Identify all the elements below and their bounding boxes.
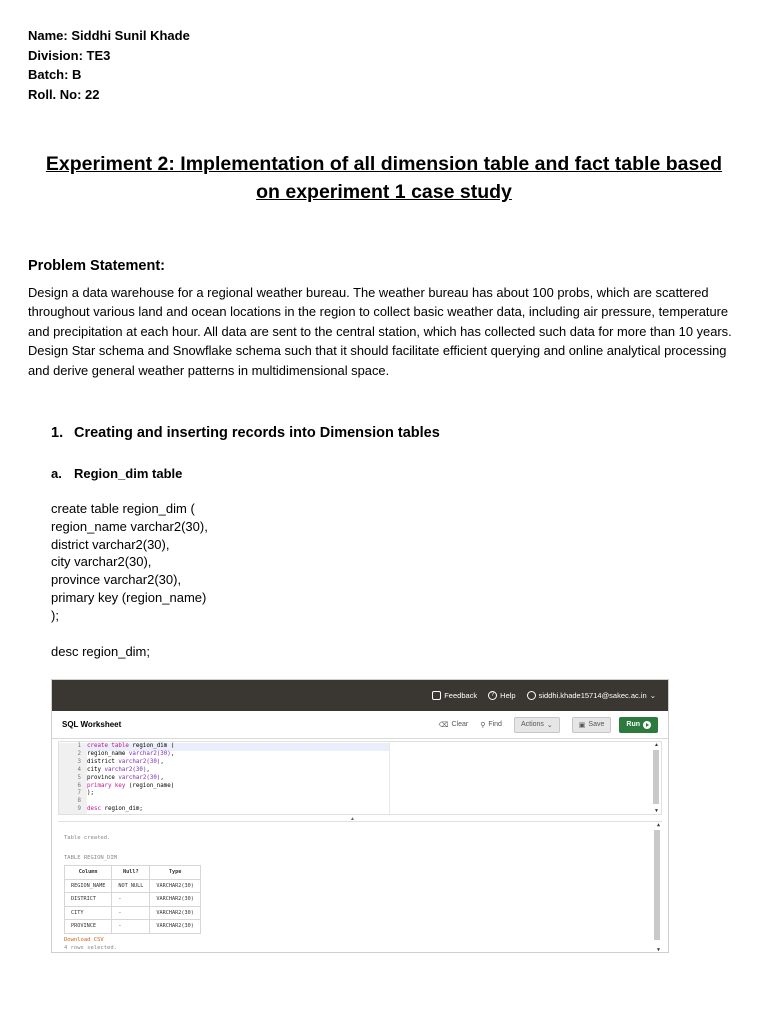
table-cell: - <box>112 893 150 907</box>
code-text: , <box>146 766 150 773</box>
table-row <box>65 893 201 907</box>
code-text: city <box>87 766 105 773</box>
code-text: , <box>170 750 175 757</box>
play-icon <box>643 721 651 729</box>
find-button[interactable] <box>480 721 502 729</box>
keyword: desc <box>87 806 101 813</box>
keyword: create table <box>87 743 129 749</box>
section-1-number: 1. <box>51 425 64 441</box>
scroll-down-icon[interactable]: ▼ <box>654 808 659 814</box>
student-division: Division: TE3 <box>28 47 111 63</box>
scroll-down-icon[interactable]: ▼ <box>656 947 660 953</box>
result-table-label: TABLE REGION_DIM <box>64 855 117 861</box>
code-line: primary key (region_name) <box>51 589 207 605</box>
experiment-title <box>20 150 748 206</box>
code-text: district <box>87 758 119 765</box>
editor-line <box>59 759 389 767</box>
actions-button[interactable] <box>514 717 560 733</box>
run-button[interactable] <box>619 717 658 733</box>
column-header: Type <box>150 866 200 880</box>
table-cell: CITY <box>65 906 112 920</box>
user-email: siddhi.khade15714@sakec.ac.in <box>538 691 647 700</box>
worksheet-title: SQL Worksheet <box>62 720 122 729</box>
results-panel <box>58 821 662 953</box>
editor-lines <box>59 743 389 814</box>
download-csv-link[interactable]: Download CSV <box>64 937 104 943</box>
find-label: Find <box>488 721 502 728</box>
line-number: 1 <box>59 743 87 751</box>
run-label: Run <box>626 721 640 728</box>
line-number: 7 <box>59 790 87 798</box>
help-label: Help <box>500 691 516 700</box>
sql-code-block <box>51 500 208 625</box>
problem-heading: Problem Statement: <box>28 258 165 274</box>
save-button[interactable] <box>572 717 612 733</box>
editor-line <box>59 783 389 791</box>
line-number: 4 <box>59 767 87 775</box>
type-text: varchar2(30) <box>118 774 161 781</box>
column-header: Null? <box>112 866 150 880</box>
line-number: 3 <box>59 759 87 767</box>
worksheet-header <box>52 711 668 739</box>
type-text: varchar2(30) <box>104 766 147 773</box>
subsection-a-label: Region_dim table <box>74 466 183 481</box>
table-row <box>65 920 201 934</box>
results-scrollbar[interactable] <box>654 830 660 940</box>
section-1-label: Creating and inserting records into Dimension tables <box>74 425 440 441</box>
result-message: Table created. <box>64 835 111 841</box>
table-cell: VARCHAR2(30) <box>150 906 200 920</box>
code-line: district varchar2(30), <box>51 536 170 552</box>
worksheet-topbar <box>52 680 668 711</box>
code-text: , <box>160 774 164 781</box>
section-1-heading <box>51 425 440 441</box>
code-text: region_name <box>87 750 129 757</box>
code-text: ); <box>87 790 94 797</box>
title-line-2: on experiment 1 case study <box>256 181 512 203</box>
line-number: 9 <box>59 806 87 814</box>
keyword: primary key <box>87 782 126 789</box>
code-text: province <box>87 774 119 781</box>
user-icon <box>527 691 536 700</box>
code-line: province varchar2(30), <box>51 572 182 588</box>
table-cell: REGION_NAME <box>65 879 112 893</box>
title-line-1: Experiment 2: Implementation of all dimension table and fact table based <box>45 153 723 175</box>
problem-text: Design a data warehouse for a regional weather bureau. The weather bureau has about 100 probs, which are scattered throughout various land and ocean locations in the region to collect basic weather data, including air pressure, temperature and precipitation at each hour. All data are sent to the central station, which has collected such data for more than 10 years. Design Star schema and Snowflake schema such that it should facilitate efficient querying and online analytical processing and derive general weather patterns in multidimensional space. <box>28 285 732 378</box>
clear-button[interactable] <box>439 721 469 729</box>
table-cell: VARCHAR2(30) <box>150 920 200 934</box>
column-header: Column <box>65 866 112 880</box>
chevron-down-icon: ⌄ <box>649 691 656 700</box>
desc-command: desc region_dim; <box>51 644 150 659</box>
subsection-a-heading <box>51 466 182 481</box>
line-number: 5 <box>59 775 87 783</box>
search-icon: ⚲ <box>480 721 486 729</box>
editor-line <box>59 775 389 783</box>
subsection-a-number: a. <box>51 466 62 481</box>
table-cell: - <box>112 920 150 934</box>
type-text: varchar2(30) <box>128 750 171 757</box>
actions-label: Actions <box>520 721 544 728</box>
eraser-icon: ⌫ <box>438 721 449 729</box>
scroll-up-icon[interactable]: ▲ <box>654 742 659 748</box>
editor-line <box>59 767 389 775</box>
clear-label: Clear <box>451 721 469 728</box>
table-row <box>65 906 201 920</box>
sql-worksheet-screenshot <box>51 679 669 953</box>
feedback-icon <box>432 691 441 700</box>
help-link[interactable] <box>488 691 515 700</box>
editor-splitter[interactable] <box>389 742 390 814</box>
code-line: city varchar2(30), <box>51 554 152 570</box>
code-text: region_dim; <box>100 806 143 813</box>
table-cell: - <box>112 906 150 920</box>
type-text: varchar2(30) <box>118 758 161 765</box>
editor-line <box>59 790 389 798</box>
table-cell: PROVINCE <box>65 920 112 934</box>
editor-line <box>59 743 389 751</box>
code-text: (region_name) <box>125 782 175 789</box>
feedback-label: Feedback <box>444 691 478 700</box>
editor-line <box>59 806 389 814</box>
student-batch: Batch: B <box>28 67 82 82</box>
line-number: 2 <box>59 751 87 759</box>
code-text: , <box>160 758 164 765</box>
code-line: ); <box>51 607 59 623</box>
chevron-down-icon: ⌄ <box>546 721 553 729</box>
code-editor[interactable] <box>58 741 662 815</box>
table-cell: DISTRICT <box>65 893 112 907</box>
table-row <box>65 879 201 893</box>
student-info <box>28 26 190 104</box>
student-roll: Roll. No: 22 <box>28 86 100 102</box>
editor-line <box>59 798 389 806</box>
editor-scrollbar[interactable] <box>653 750 659 804</box>
user-menu[interactable] <box>527 691 656 700</box>
code-text: region_dim ( <box>128 743 175 749</box>
help-icon: ? <box>488 691 497 700</box>
line-number: 8 <box>59 798 87 806</box>
editor-line <box>59 751 389 759</box>
code-line: region_name varchar2(30), <box>51 518 208 534</box>
scroll-up-icon[interactable]: ▲ <box>656 822 660 828</box>
student-name: Name: Siddhi Sunil Khade <box>28 28 190 43</box>
table-cell: VARCHAR2(30) <box>150 893 200 907</box>
rows-selected-text: 4 rows selected. <box>64 945 117 951</box>
table-cell: NOT NULL <box>112 879 150 893</box>
save-icon: ▣ <box>578 721 586 729</box>
table-cell: VARCHAR2(30) <box>150 879 200 893</box>
code-line: create table region_dim ( <box>51 501 195 516</box>
table-header-row <box>65 866 201 880</box>
panel-resize-handle[interactable]: ▲ <box>350 816 355 822</box>
line-number: 6 <box>59 783 87 791</box>
feedback-link[interactable] <box>432 691 477 700</box>
result-table <box>64 865 201 934</box>
save-label: Save <box>588 721 605 728</box>
